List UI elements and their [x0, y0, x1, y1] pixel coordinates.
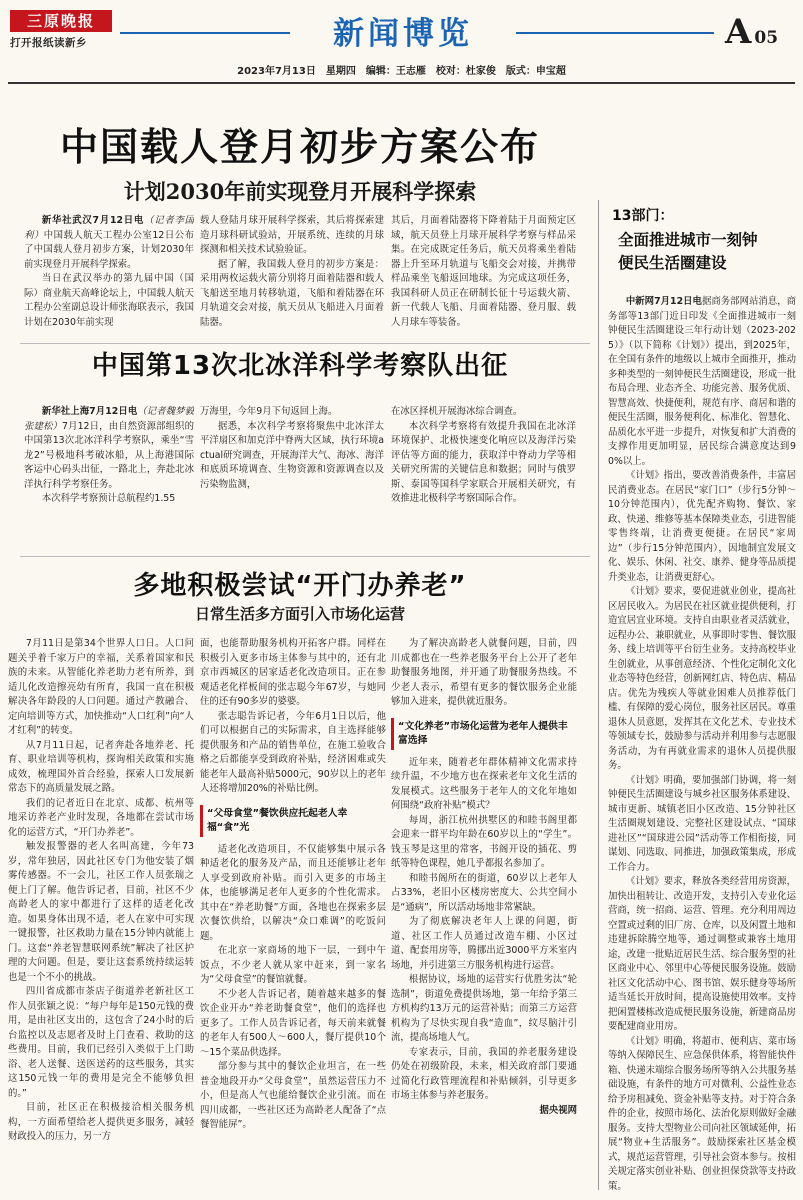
logo-slogan: 打开报纸读新乡 — [10, 37, 87, 49]
divider-sidebar — [598, 200, 599, 1190]
lunar-para-1: 中国载人航天工程办公室12日公布了中国载人登月初步方案，计划2030年前实现登月开展科学探索。 — [24, 229, 194, 270]
newspaper-logo — [10, 10, 112, 32]
arctic-byline: （记者魏梦毅 张建松） — [24, 406, 194, 432]
page-letter: A — [725, 12, 752, 52]
arctic-lead: 新华社上海7月12日电 — [41, 406, 138, 417]
subhead-lunar: 计划2030年前实现登月开展科学探索 — [123, 179, 477, 204]
arctic-col-1 — [24, 405, 194, 535]
sidebar-para-1: 据商务部网站消息，商务部等13部门近日印发《全面推进城市一刻钟便民生活圈建设三年行动计划（2023-2025）》（以下简称《计划》）提出，到2025年，在全国有条件的地级以上城市全面推开，推动多种类型的一刻钟便民生活圈建设，形成一批布局合理、业态齐全、功能完善、服务优质、智慧高效、快捷便利，规范有序、商居和谐的便民生活圈，服务便利化、标准化、智慧化、品质化水平进一步提升，对恢复和扩大消费的支撑作用更加明显，居民综合满意度达到90%以上。 — [608, 296, 796, 467]
elderly-para-10: 在北京一家商场的地下一层，一到中午饭点，不少老人就从家中赶来，到一家名为“父母食堂”的餐馆就餐。 — [200, 945, 386, 985]
masthead — [0, 0, 803, 88]
arctic-col-2 — [200, 405, 384, 535]
elderly-para-15: 每周，浙江杭州拱墅区的和睦书阁里都会迎来一群平均年龄在60岁以上的“学生”。钱玉琴是这里的常客，书阁开设的插花、剪纸等特色课程，她几乎都报名参加了。 — [391, 814, 577, 869]
lunar-para-4: 据了解，我国载人登月的初步方案是：采用两枚运载火箭分别将月面着陆器和载人飞船送至地月转移轨道，飞船和着陆器在环月轨道交会对接，航天员从飞船进入月面着陆器。 — [200, 258, 384, 328]
story-elderly-care — [0, 555, 600, 1200]
elderly-source: 据央视网 — [539, 1104, 577, 1116]
headline-lunar: 中国载人登月初步方案公布 — [59, 125, 540, 169]
sidebar-para-2: 《计划》指出，要改善消费条件，丰富居民消费业态。在居民“家门口”（步行5分钟～10分钟范围内），优先配齐购物、餐饮、家政、快递、维修等基本保障类业态，引进智能零售终端，让消费更便捷。在居民“家周边”（步行15分钟范围内），因地制宜发展文化、娱乐、休闲、社交、康养、健身等品质提升类业态，让消费更舒心。 — [608, 470, 796, 583]
lunar-byline: （记者李国利） — [24, 215, 194, 241]
sidebar-para-3: 《计划》要求，要促进就业创业，提高社区居民收入。为居民在社区就业提供便利，打造宜居宜业环境。支持自由职业者灵活就业，远程办公、兼职就业，从事即时零售、餐饮服务、线上培训等平台衍生业务。支持高校毕业生创就业，从事创意经济、个性化定制化文化业态等特色经营，创新网红店、特色店、精品店。优先为残疾人等就业困难人员推荐低门槛、有保障的爱心岗位，服务社区居民。尊重退休人员意愿，发挥其在文化艺术、专业技术等领域专长，鼓励参与活动并利用参与志愿服务活动，为有再就业需求的退休人员提供服务。 — [608, 586, 796, 771]
arctic-para-3: 万海里，今年9月下旬返回上海。 — [200, 406, 338, 417]
elderly-para-6: 目前，社区正在积极接洽相关服务机构，一方面希望给老人提供更多服务，减轻财政投入的压力，另一方 — [8, 1102, 194, 1142]
lunar-col-1 — [24, 214, 194, 344]
arctic-col-3 — [391, 405, 576, 535]
elderly-para-1: 7月11日是第34个世界人口日。人口问题关乎着千家万户的幸福，关系着国家和民族的未来。从智能化养老助力老有所养，到适儿化改造擦亮幼有所育，我国一直在积极解决各年龄段的人口问题。通过产教融合、定向培训等方式，加快推动“人口红利”向“人才红利”的转变。 — [8, 638, 194, 736]
logo-text: 三原晚报 — [26, 12, 95, 30]
arctic-para-5: 在冰区择机开展海冰综合调查。 — [391, 406, 523, 417]
arctic-para-2: 本次科学考察预计总航程约1.55 — [41, 493, 176, 504]
sidebar-para-5: 《计划》要求，释放各类经营用房资源，加快出租转让、改造开发，支持引入专业化运营商，统一招商、运营、管理。充分利用周边空置或过剩的旧厂房、仓库，以及闲置土地和违建拆除腾空地等，通过调整或兼容土地用途，改建一批贴近居民生活、综合服务型的社区商业中心、邻里中心等便民服务设施。鼓励社区文化活动中心、图书馆、娱乐健身等场所适当延长开放时间，提高设施使用效率。支持把闲置楼栋改造成便民服务设施，新建商品房要配建商业用房。 — [608, 876, 796, 1032]
headline-elderly: 多地积极尝试“开门办养老” — [133, 571, 467, 601]
sidebar-story — [604, 205, 796, 1195]
lunar-para-5: 其后，月面着陆器将下降着陆于月面预定区域，航天员登上月球开展科学考察与样品采集。在完成既定任务后，航天员将乘坐着陆器上升至环月轨道与飞船交会对接，并携带样品乘坐飞船返回地球。为完成这项任务，我国科研人员正在研制长征十号运载火箭、新一代载人飞船、月面着陆器、登月服、载人月球车等装备。 — [391, 215, 576, 328]
story-lunar-landing — [0, 90, 600, 345]
divider-section-1 — [20, 343, 590, 344]
elderly-col-2 — [200, 637, 386, 1197]
elderly-para-16: 和睦书阁所在的街道，60岁以上老年人占33%，老旧小区楼房密度大、公共空间小是“通病”，所以活动场地非常紧缺。 — [391, 872, 577, 913]
elderly-col-1 — [8, 637, 194, 1197]
header-rule-left — [120, 32, 290, 34]
sidebar-kicker: 13部门： — [612, 208, 674, 224]
page-digits: 05 — [754, 28, 779, 48]
elderly-para-18: 根据协议，场地的运营实行优胜劣汰“轮选制”，街道免费提供场地，第一年给予第三方机构约13万元的运营补贴；而第三方运营机构为了尽快实现自我“造血”，纹尽脑汁引流，提高场地人气。 — [391, 974, 577, 1043]
headline-arctic: 中国第13次北冰洋科学考察队出征 — [91, 351, 509, 381]
lunar-col-3 — [391, 214, 576, 344]
elderly-para-9: 适老化改造项目，不仅能够集中展示各种适老化的服务及产品，而且还能够让老年人享受到政府补贴。而引入更多的市场主体，也能够满足老年人更多的个性化需求。其中在“养老助餐”方面，各地也在探索多层次餐饮供给，以解决“众口难调”的吃饭问题。 — [200, 843, 386, 942]
elderly-para-12: 部分参与其中的餐饮企业坦言，在一些普金地段开办“父母食堂”，虽然运营压力不小，但是高人气也能给餐饮企业引流。而在四川成都，一些社区还为高龄老人配备了“点餐智能屏”。 — [200, 1061, 386, 1130]
sidebar-headline — [618, 229, 796, 275]
arctic-para-1: 7月12日，由自然资源部组织的中国第13次北冰洋科学考察队，乘坐“雪龙2”号极地科考破冰船，从上海港国际客运中心码头出征，一路北上，奔赴北冰洋执行科学考察任务。 — [24, 420, 194, 490]
page-number — [725, 12, 778, 52]
elderly-para-5: 四川省成都市茶店子街道养老新社区工作人员张颖之说：“每户每年是150元钱的费用，是由社区支出的，这包含了24小时的后台监控以及志愿者及时上门查看、救助的这些费用。目前，我们已经引入类似于上门助浴、老人送餐、送医送药的这些服务，其实这150元钱一年的费用是完全不能够负担的。” — [8, 986, 194, 1099]
subsection-title-canteen: “父母食堂”餐饮供应托起老人幸福“食”光 — [207, 807, 348, 833]
story-arctic — [0, 345, 600, 545]
sidebar-body — [608, 295, 796, 1195]
subsection-title-culture: “文化养老”市场化运营为老年人提供丰富选择 — [398, 720, 568, 746]
lunar-para-3: 载人登陆月球开展科学探索，其后将探索建造月球科研试验站，开展系统、连续的月球探测和相关技术试验验证。 — [200, 215, 384, 255]
sidebar-headline-line-2: 便民生活圈建设 — [618, 254, 727, 272]
section-title: 新闻博览 — [333, 16, 473, 52]
dateline: 2023年7月13日 星期四 编辑：王志雁 校对：杜家俊 版式：申宝超 — [237, 66, 566, 77]
lunar-col-2 — [200, 214, 384, 344]
sidebar-lead: 中新网7月12日电 — [625, 296, 702, 307]
elderly-para-7: 面，也能帮助服务机构开拓客户群。同样在积极引入更多市场主体参与其中的，还有北京市西城区的居家适老化改造项目。正在参观适老化样板间的张志聪今年67岁，与她同住的还有90多岁的婆婆。 — [200, 638, 386, 707]
masthead-rule — [8, 82, 795, 84]
elderly-para-4: 触发报警器的老人名叫高建，今年73岁，常年独居，因此社区专门为他安装了烟雾传感器。不一会儿，社区工作人员张瑞之便上门了解。他告诉记者，目前，社区不少高龄老人的家中都进行了这样的适老化改造。如果身体出现不适，老人在家中可实现一键报警，社区救助力量在15分钟内就能上门。这套“养老智慧联网系统”解决了社区护理的大问题。但是，要让这套系统持续运转也是一个不小的挑战。 — [8, 841, 194, 983]
subhead-elderly: 日常生活多方面引入市场化运营 — [194, 605, 405, 623]
lunar-para-2: 当日在武汉举办的第九届中国（国际）商业航天高峰论坛上，中国载人航天工程办公室副总设计师张海联表示，我国计划在2030年前实现 — [24, 273, 194, 328]
elderly-para-11: 不少老人告诉记者，随着越来越多的餐饮企业开办“养老助餐食堂”，他们的选择也更多了。工作人员告诉记者，每天前来就餐的老年人有500人～600人，餐厅提供10个～15个菜品供选择。 — [200, 988, 386, 1058]
elderly-para-17: 为了彻底解决老年人上课的问题，街道、社区工作人员通过改造车棚、小区过道、配套用房等，腾挪出近3000平方米室内场地，并引进第三方服务机构进行运营。 — [391, 916, 577, 971]
elderly-para-19: 专家表示，目前，我国的养老服务建设仍处在初级阶段，未来，相关政府部门要通过简化行政管理流程和补贴倾斜，引导更多市场主体参与养老服务。 — [391, 1046, 577, 1101]
elderly-para-13: 为了解决高龄老人就餐问题，目前，四川成都也在一些养老服务平台上公开了老年助餐服务地图，并开通了助餐服务热线。不少老人表示，希望有更多的餐饮服务企业能够加入进来，提供就近服务。 — [391, 638, 577, 707]
sidebar-para-4: 《计划》明确，要加强部门协调，将一刻钟便民生活圈建设与城乡社区服务体系建设、城市更新、城镇老旧小区改造、15分钟社区生活圈规划建设、完整社区建设试点、“国球进社区”“国球进公园”活动等工作相衔接，同谋划、同选取、同推进，加强政策集成，形成工作合力。 — [608, 774, 796, 873]
subsection-box-culture — [391, 718, 577, 750]
arctic-para-6: 本次科学考察将有效提升我国在北冰洋环境保护、北极快速变化响应以及海洋污染评估等方面的能力，获取洋中脊动力学等相关研究所需的关键信息和数据；同时与俄罗斯、泰国等国科学家联合开展相关研究，有效推进北极科学考察国际合作。 — [391, 420, 576, 504]
sidebar-headline-line-1: 全面推进城市一刻钟 — [618, 231, 758, 249]
elderly-col-3 — [391, 637, 577, 1197]
arctic-para-4: 据悉，本次科学考察将聚焦中北冰洋太平洋扇区和加克洋中脊两大区域，执行环境actual研究调查，开展海洋大气、海冰、海洋和底质环境调查、生物资源和资源调查以及污染物监测， — [200, 420, 384, 490]
sidebar-para-6: 《计划》明确，将超市、便利店、菜市场等纳入保障民生、应急保供体系，将智能快件箱、快递末端综合服务场所等纳入公共服务基础设施，有条件的地方可对微利、公益性业态给予房租减免、资金补贴等支持。对于符合条件的企业，按照市场化、法治化原则做好金融服务。支持大型物业公司向社区领域延伸，拓展“物业+生活服务”。鼓励探索社区基金模式，规范运营管理，引导社会资本参与。按相关规定落实创业补贴、创业担保贷款等支持政策。 — [608, 1035, 796, 1192]
elderly-para-3: 我们的记者近日在北京、成都、杭州等地采访养老产业时发现，各地都在尝试市场化的运营方式，“开门办养老”。 — [8, 797, 194, 838]
elderly-para-14: 近年来，随着老年群体精神文化需求持续升温，不少地方也在探索老年文化生活的发展模式。这些服务于老年人的文化年地如何围绕“政府补贴”模式？ — [391, 756, 577, 811]
lunar-lead: 新华社武汉7月12日电 — [41, 215, 145, 226]
subsection-box-canteen — [200, 805, 386, 837]
header-rule-right — [516, 32, 714, 34]
elderly-para-8: 张志聪告诉记者，今年6月1日以后，他们可以根据自己的实际需求，自主选择能够提供服务和产品的销售单位，在施工验收合格之后都能享受到政府补贴，经济困难或失能老年人最高补贴5000元，90岁以上的老年人还将增加20%的补贴比例。 — [200, 710, 386, 794]
elderly-para-2: 从7月11日起，记者奔赴各地养老、托育、职业培训等机构，探询相关政策和实施成效，梳理国外首合经验，探索人口发展新常态下的高质量发展之路。 — [8, 739, 194, 794]
divider-section-2 — [20, 556, 590, 557]
